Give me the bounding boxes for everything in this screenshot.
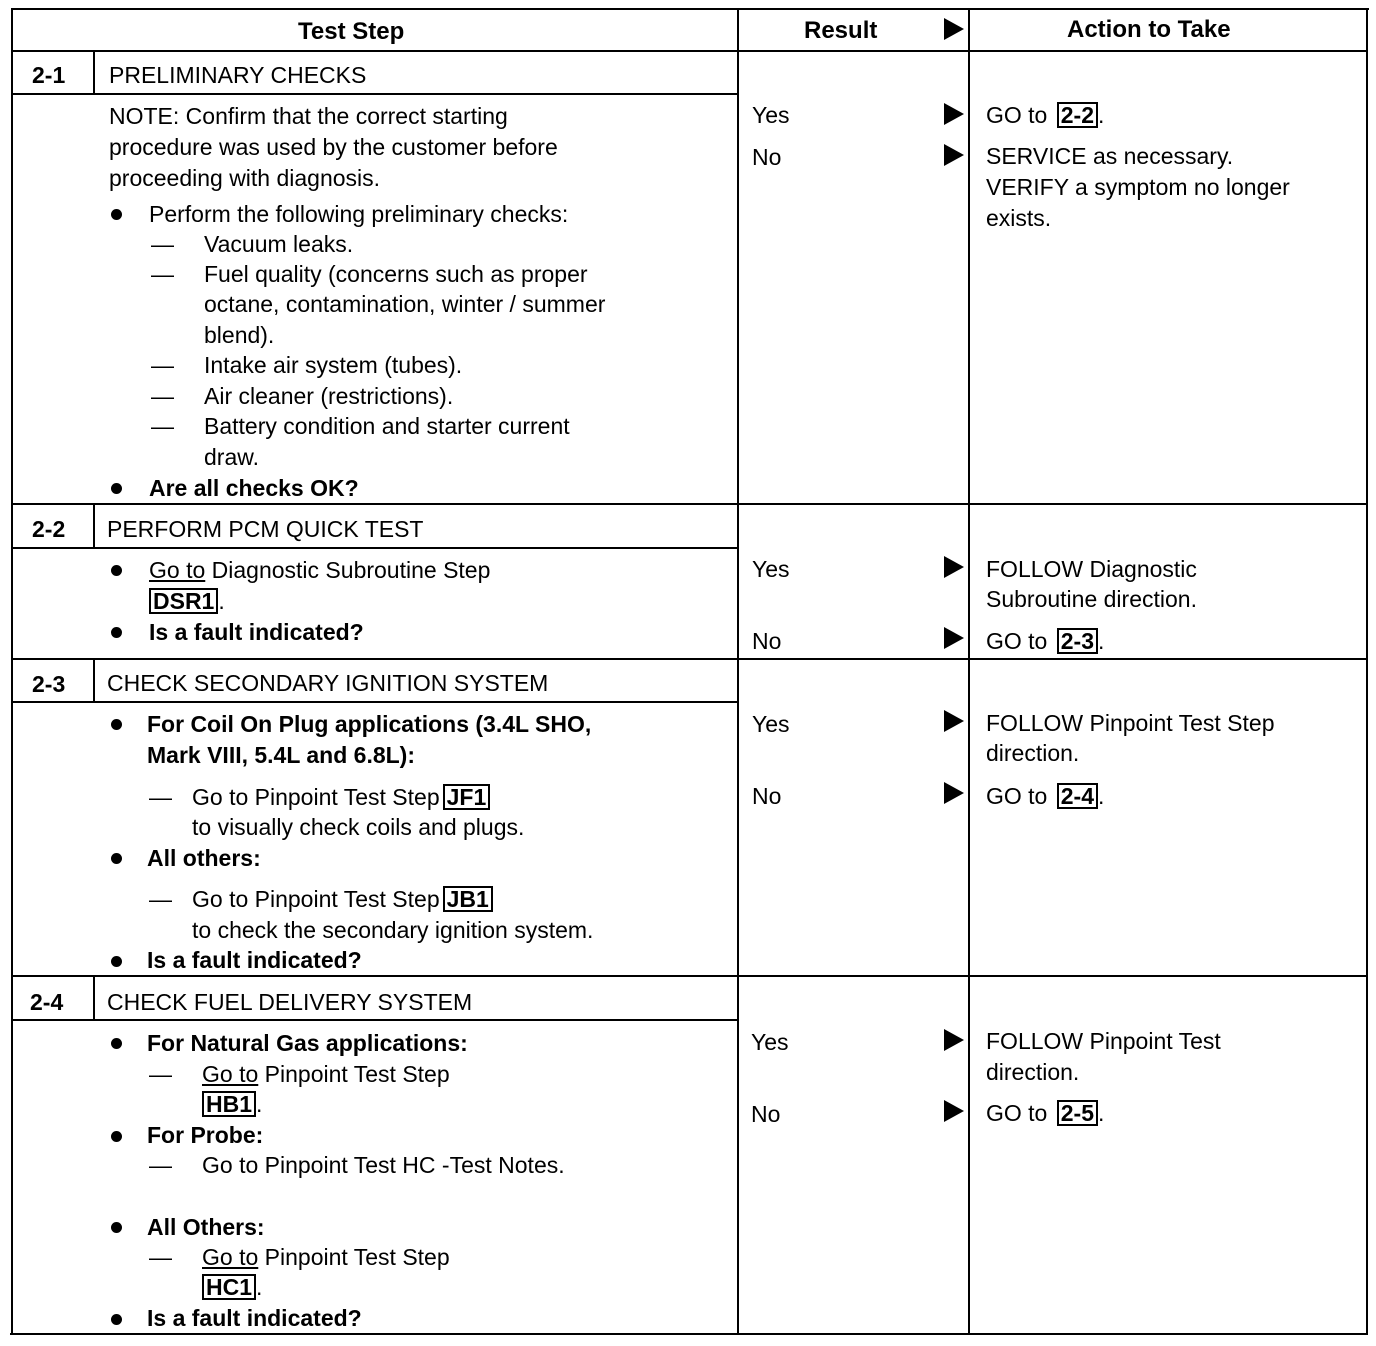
bullet-icon (111, 853, 122, 864)
table-border-bottom (10, 1333, 1367, 1335)
result-yes: Yes (751, 1029, 789, 1055)
sub-step-text: to check the secondary ignition system. (192, 917, 594, 943)
action-no-line: exists. (986, 205, 1052, 231)
step-number-divider (93, 51, 95, 94)
sub-step-code-line (199, 1272, 262, 1302)
dash-icon: — (149, 1244, 172, 1270)
period: . (256, 1091, 263, 1117)
table-border-left (11, 8, 13, 1335)
sub-step-code-line (199, 1089, 262, 1119)
dash-icon: — (151, 261, 174, 287)
result-no: No (752, 783, 782, 809)
check-item: Vacuum leaks. (204, 231, 354, 257)
step-title: PERFORM PCM QUICK TEST (107, 516, 424, 542)
note-line: procedure was used by the customer before (109, 134, 558, 160)
action-no-line: SERVICE as necessary. (986, 143, 1234, 169)
header-result: Result (804, 17, 878, 44)
action-no (986, 1098, 1104, 1128)
sub-step-text: Go to Pinpoint Test Step (192, 886, 440, 912)
bullet-icon (111, 956, 122, 967)
header-arrow-icon (944, 18, 964, 40)
title-underline (12, 547, 738, 549)
sub-step (202, 1242, 450, 1272)
step-number-divider (93, 659, 95, 702)
dash-icon: — (151, 413, 174, 439)
step-link-jf1[interactable]: JF1 (443, 784, 491, 810)
dash-icon: — (149, 886, 172, 912)
bullet-text: For Coil On Plug applications (3.4L SHO, (147, 711, 592, 737)
check-item: Battery condition and starter current (204, 413, 570, 439)
action-yes-line: FOLLOW Diagnostic (986, 556, 1197, 582)
dash-icon: — (149, 784, 172, 810)
period: . (1098, 783, 1105, 809)
period: . (256, 1274, 263, 1300)
check-item: blend). (204, 322, 275, 348)
check-item: Air cleaner (restrictions). (204, 383, 454, 409)
step-number: 2-4 (30, 989, 64, 1015)
action-yes-line: direction. (986, 1059, 1080, 1085)
subroutine-code-line (146, 586, 225, 616)
step-link-2-4[interactable]: 2-4 (1057, 783, 1098, 809)
action-no-prefix: GO to (986, 628, 1048, 654)
table-border-right (1366, 8, 1368, 1335)
bullet-text: For Natural Gas applications: (147, 1030, 468, 1056)
step-number: 2-1 (32, 62, 66, 88)
check-item: draw. (204, 444, 259, 470)
sub-step-text: Go to Pinpoint Test Step (192, 784, 440, 810)
action-no (986, 781, 1104, 811)
result-no: No (752, 628, 782, 654)
step-number: 2-3 (32, 671, 66, 697)
dash-icon: — (151, 352, 174, 378)
bullet-icon (111, 565, 122, 576)
dash-icon: — (151, 383, 174, 409)
result-no: No (752, 144, 782, 170)
arrow-icon (944, 782, 964, 804)
bullet-text: Perform the following preliminary checks: (149, 201, 569, 227)
arrow-icon (944, 627, 964, 649)
arrow-icon (944, 710, 964, 732)
sub-step-text: Go to Pinpoint Test HC -Test Notes. (202, 1152, 565, 1178)
title-underline (12, 93, 738, 95)
arrow-icon (944, 1100, 964, 1122)
step-link-dsr1[interactable]: DSR1 (149, 588, 218, 614)
go-to-link[interactable]: Go to (202, 1244, 259, 1270)
arrow-icon (944, 556, 964, 578)
period: . (1098, 102, 1105, 128)
table-border-top (12, 8, 1369, 10)
bullet-icon (111, 627, 122, 638)
sub-step (202, 1059, 450, 1089)
step-number-divider (93, 504, 95, 548)
question: Are all checks OK? (149, 475, 359, 501)
dash-icon: — (151, 231, 174, 257)
result-yes: Yes (752, 102, 790, 128)
period: . (218, 588, 225, 614)
title-underline (12, 701, 738, 703)
action-yes-prefix: GO to (986, 102, 1048, 128)
row-divider (12, 975, 1368, 977)
check-item: Intake air system (tubes). (204, 352, 463, 378)
sub-step-text: to visually check coils and plugs. (192, 814, 525, 840)
period: . (1098, 628, 1105, 654)
action-yes (986, 100, 1104, 130)
action-yes-line: direction. (986, 740, 1080, 766)
step-number: 2-2 (32, 516, 66, 542)
sub-step-text: Pinpoint Test Step (264, 1244, 450, 1270)
column-divider-action (968, 8, 970, 1335)
step-link-2-5[interactable]: 2-5 (1057, 1100, 1098, 1126)
step-title: CHECK SECONDARY IGNITION SYSTEM (107, 670, 549, 696)
subroutine-text: Diagnostic Subroutine Step (211, 557, 491, 583)
row-divider (12, 658, 1368, 660)
step-number-divider (93, 976, 95, 1020)
result-yes: Yes (752, 556, 790, 582)
question: Is a fault indicated? (149, 619, 364, 645)
action-no-line: VERIFY a symptom no longer (986, 174, 1290, 200)
go-to-link[interactable]: Go to (202, 1061, 259, 1087)
bullet-text: All Others: (147, 1214, 265, 1240)
action-no-prefix: GO to (986, 783, 1048, 809)
action-yes-line: FOLLOW Pinpoint Test Step (986, 710, 1275, 736)
step-link-hc1[interactable]: HC1 (202, 1274, 256, 1300)
bullet-icon (111, 1131, 122, 1142)
sub-step (192, 782, 490, 812)
dash-icon: — (149, 1061, 172, 1087)
note-line: proceeding with diagnosis. (109, 165, 381, 191)
check-item: octane, contamination, winter / summer (204, 291, 606, 317)
step-link-jb1[interactable]: JB1 (443, 886, 493, 912)
action-no-prefix: GO to (986, 1100, 1048, 1126)
bullet-text: For Probe: (147, 1122, 264, 1148)
header-test-step: Test Step (298, 18, 405, 45)
action-yes-line: Subroutine direction. (986, 586, 1197, 612)
result-yes: Yes (752, 711, 790, 737)
bullet-text: Mark VIII, 5.4L and 6.8L): (147, 742, 415, 768)
arrow-icon (944, 1029, 964, 1051)
action-no (986, 626, 1104, 656)
arrow-icon (944, 144, 964, 166)
step-link-2-3[interactable]: 2-3 (1057, 628, 1098, 654)
bullet-icon (111, 483, 122, 494)
bullet-icon (111, 719, 122, 730)
arrow-icon (944, 103, 964, 125)
bullet-icon (111, 1222, 122, 1233)
result-no: No (751, 1101, 781, 1127)
period: . (1098, 1100, 1105, 1126)
action-yes-line: FOLLOW Pinpoint Test (986, 1028, 1221, 1054)
go-to-link[interactable]: Go to (149, 557, 206, 583)
bullet-icon (111, 1314, 122, 1325)
step-title: PRELIMINARY CHECKS (109, 62, 367, 88)
note-line: NOTE: Confirm that the correct starting (109, 103, 508, 129)
sub-step-text: Pinpoint Test Step (264, 1061, 450, 1087)
bullet-icon (111, 209, 122, 220)
dash-icon: — (149, 1152, 172, 1178)
bullet-text: All others: (147, 845, 261, 871)
header-divider (12, 50, 1368, 52)
sub-step (192, 884, 493, 914)
column-divider-result (737, 8, 739, 1335)
question: Is a fault indicated? (147, 947, 362, 973)
bullet-icon (111, 1038, 122, 1049)
header-action: Action to Take (1067, 16, 1231, 43)
bullet-text (149, 555, 490, 585)
check-item: Fuel quality (concerns such as proper (204, 261, 588, 287)
step-link-2-2[interactable]: 2-2 (1057, 102, 1098, 128)
step-link-hb1[interactable]: HB1 (202, 1091, 256, 1117)
title-underline (12, 1019, 738, 1021)
step-title: CHECK FUEL DELIVERY SYSTEM (107, 989, 473, 1015)
row-divider (12, 503, 1368, 505)
question: Is a fault indicated? (147, 1305, 362, 1331)
